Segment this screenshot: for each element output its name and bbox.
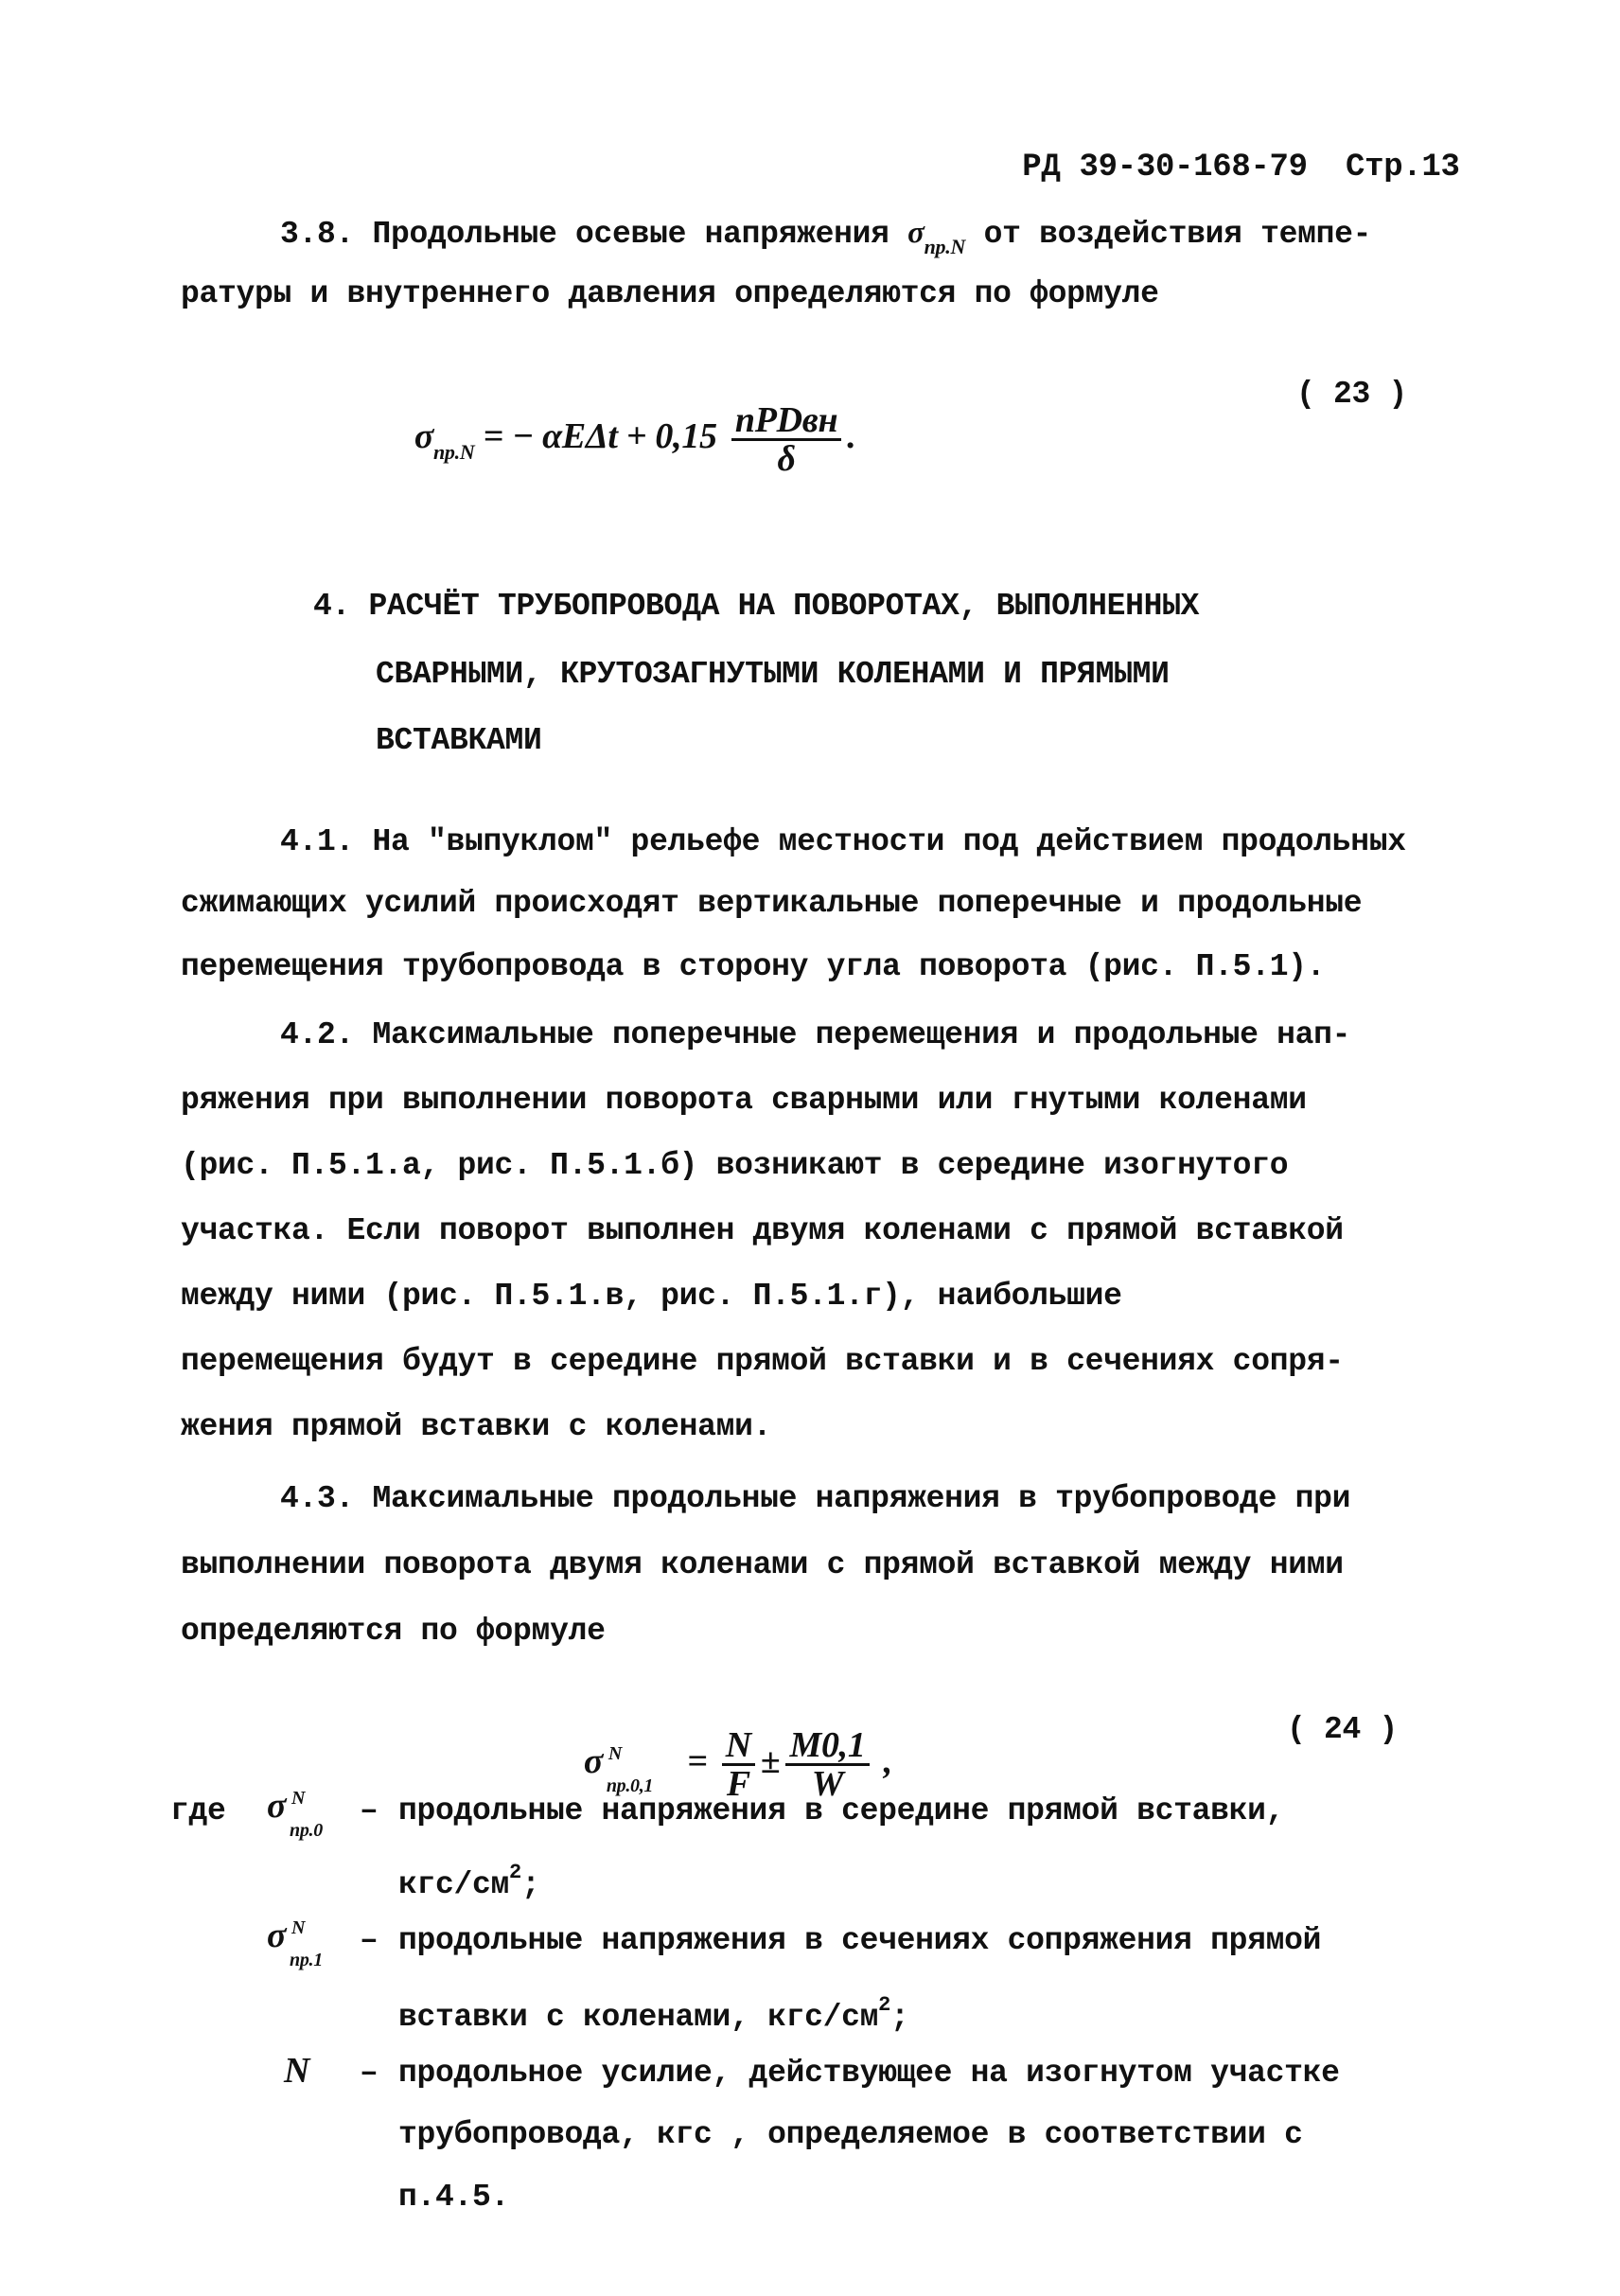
page-number: Стр.13 (1346, 150, 1460, 185)
definition-symbol: N (284, 2051, 310, 2091)
formula-24: σ N пр.0,1 = $\frac{N}{F}$ ± $\frac{M0,1}{W}$ , (583, 1725, 892, 1804)
definition-unit: кгс/$см^2$; (398, 1861, 540, 1902)
text: от воздействия темпе- (965, 217, 1372, 252)
paragraph-line: участка. Если поворот выполнен двумя коленами с прямой вставкой (181, 1213, 1344, 1248)
definition-text: вставки с коленами, кгс/$см^2$; (398, 1993, 909, 2035)
definition-dash: – (360, 1923, 379, 1958)
sigma-symbol: $\sigma_{пр.N}$ (907, 216, 966, 258)
paragraph-line: 4.2. Максимальные поперечные перемещения и продольные нап- (280, 1017, 1351, 1052)
paragraph-line: ряжения при выполнении поворота сварными или гнутыми коленами (181, 1083, 1307, 1118)
formula-number: ( 23 ) (1296, 377, 1408, 412)
definition-symbol: σ N пр.1 (267, 1916, 323, 1970)
definition-text: продольное усилие, действующее на изогнутом участке (398, 2056, 1340, 2091)
document-code: РД 39-30-168-79 (1022, 150, 1308, 185)
heading-line: ВСТАВКАМИ (376, 723, 542, 758)
where-label: где (170, 1793, 226, 1828)
paragraph-line: перемещения будут в середине прямой вставки и в сечениях сопря- (181, 1344, 1344, 1379)
paragraph-line: 4.3. Максимальные продольные напряжения в трубопроводе при (280, 1481, 1351, 1516)
paragraph-line: определяются по формуле (181, 1614, 606, 1649)
paragraph-line: ратуры и внутреннего давления определяются по формуле (181, 276, 1159, 311)
definition-text: трубопровода, кгс , определяемое в соответствии с (398, 2117, 1303, 2152)
paragraph-line: выполнении поворота двумя коленами с прямой вставкой между ними (181, 1547, 1344, 1582)
page-header (984, 111, 1460, 186)
definition-dash: – (360, 1793, 379, 1828)
paragraph-line (280, 214, 1371, 266)
paragraph-line: (рис. П.5.1.а, рис. П.5.1.б) возникают в середине изогнутого (181, 1148, 1289, 1183)
heading-line: 4. РАСЧЁТ ТРУБОПРОВОДА НА ПОВОРОТАХ, ВЫПОЛНЕННЫХ (313, 589, 1200, 624)
formula-number: ( 24 ) (1287, 1712, 1399, 1747)
formula-23: $\sigma_{пр.N}$ = − αEΔt + 0,15 $\frac{\text{nPDвн}}{\delta}$ . (414, 400, 856, 479)
definition-text: продольные напряжения в сечениях сопряжения прямой (398, 1923, 1322, 1958)
definition-text: продольные напряжения в середине прямой вставки, (398, 1793, 1285, 1828)
paragraph-line: сжимающих усилий происходят вертикальные поперечные и продольные (181, 886, 1363, 921)
definition-symbol: σ N пр.0 (267, 1786, 323, 1841)
paragraph-line: между ними (рис. П.5.1.в, рис. П.5.1.г), наибольшие (181, 1279, 1122, 1314)
text: 3.8. Продольные осевые напряжения (280, 217, 908, 252)
paragraph-line: жения прямой вставки с коленами. (181, 1409, 772, 1444)
definition-dash: – (360, 2056, 379, 2091)
paragraph-line: перемещения трубопровода в сторону угла поворота (рис. П.5.1). (181, 949, 1326, 984)
heading-line: СВАРНЫМИ, КРУТОЗАГНУТЫМИ КОЛЕНАМИ И ПРЯМЫМИ (376, 657, 1170, 692)
paragraph-line: 4.1. На "выпуклом" рельефе местности под действием продольных (280, 824, 1406, 859)
definition-text: п.4.5. (398, 2180, 510, 2215)
